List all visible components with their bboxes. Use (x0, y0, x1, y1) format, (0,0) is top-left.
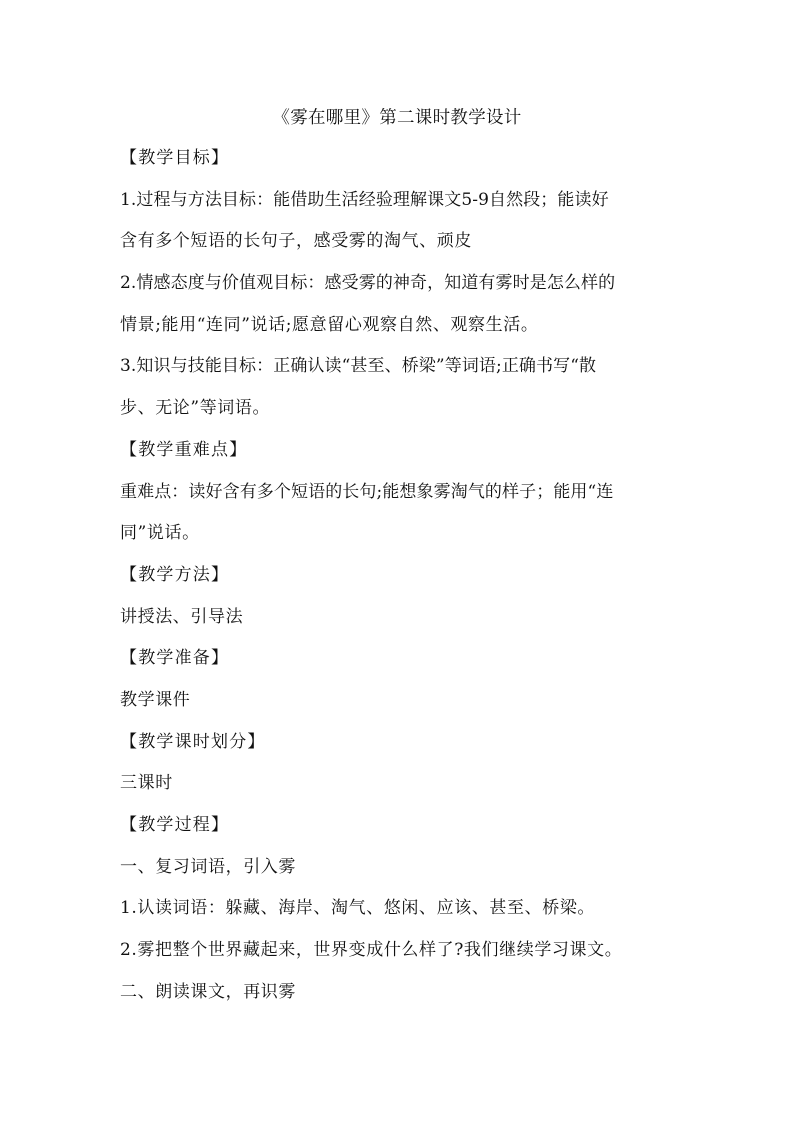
paragraph-line: 三课时 (120, 773, 173, 794)
paragraph-line: 讲授法、引导法 (120, 606, 244, 627)
section-heading-periods: 【教学课时划分】 (120, 731, 266, 752)
section-heading-process: 【教学过程】 (120, 815, 230, 835)
paragraph-line: 1.认读词语：躲藏、海岸、淘气、悠闲、应该、甚至、桥梁。 (120, 898, 596, 919)
paragraph-line: 1.过程与方法目标：能借助生活经验理解课文5-9自然段；能读好 (120, 189, 609, 210)
paragraph-line: 教学课件 (120, 689, 191, 710)
paragraph-line: 含有多个短语的长句子，感受雾的淘气、顽皮 (120, 231, 472, 252)
section-heading-methods: 【教学方法】 (120, 564, 230, 585)
paragraph-line: 3.知识与技能目标：正确认读“甚至、桥梁”等词语;正确书写“散 (120, 356, 597, 377)
document-body (120, 144, 680, 1019)
paragraph-line: 重难点：读好含有多个短语的长句;能想象雾淘气的样子；能用“连 (120, 481, 614, 502)
paragraph-line: 2.雾把整个世界藏起来，世界变成什么样了?我们继续学习课文。 (120, 940, 623, 961)
paragraph-line: 同”说话。 (120, 523, 200, 544)
paragraph-line: 2.情感态度与价值观目标：感受雾的神奇，知道有雾时是怎么样的 (120, 273, 616, 294)
section-heading-key-points: 【教学重难点】 (120, 439, 248, 460)
paragraph-line: 情景;能用“连同”说话;愿意留心观察自然、观察生活。 (120, 314, 539, 335)
section-heading-preparation: 【教学准备】 (120, 648, 230, 669)
document-title: 《雾在哪里》第二课时教学设计 (272, 108, 522, 128)
paragraph-line: 二、朗读课文，再识雾 (120, 981, 296, 1002)
section-heading-objectives: 【教学目标】 (120, 148, 230, 168)
paragraph-line: 一、复习词语，引入雾 (120, 856, 296, 877)
paragraph-line: 步、无论”等词语。 (120, 398, 271, 419)
